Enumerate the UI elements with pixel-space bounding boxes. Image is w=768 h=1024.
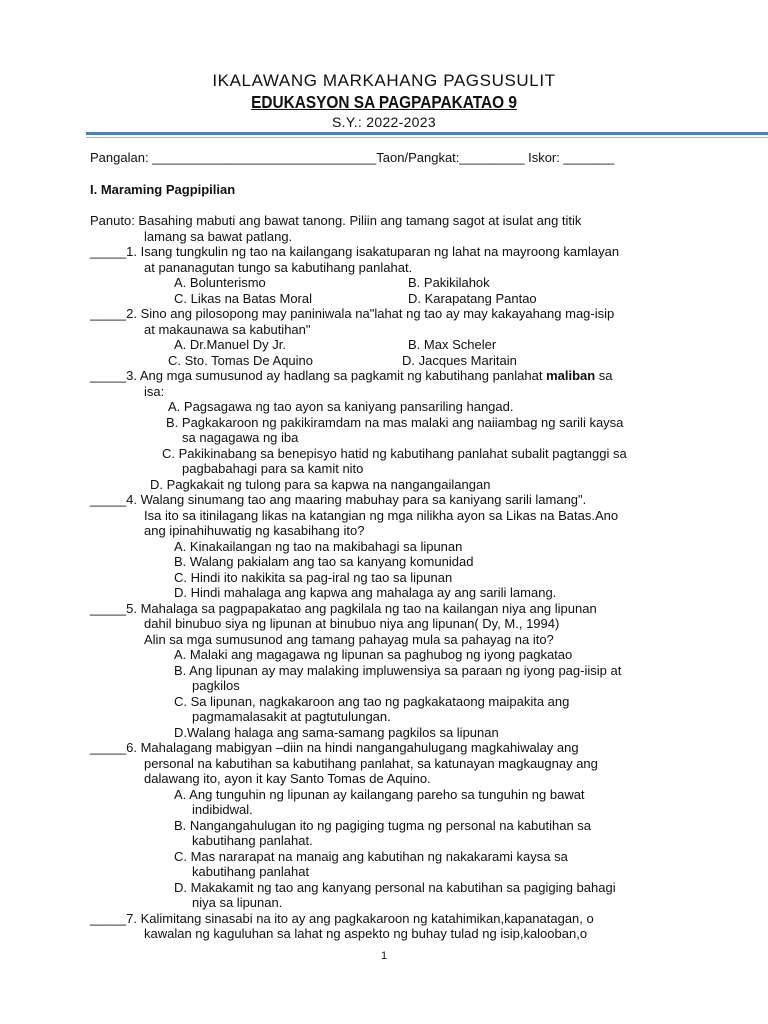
question-text: ang ipinahihuwatig ng kasabihang ito? xyxy=(144,523,365,538)
school-year: S.Y.: 2022-2023 xyxy=(332,114,436,130)
option-b: B. Pakikilahok xyxy=(408,275,490,290)
question-text: _____1. Isang tungkulin ng tao na kailangang isakatuparan ng lahat na mayroong kamlayan xyxy=(90,244,620,259)
option-b-cont: kabutihang panlahat. xyxy=(192,833,313,848)
option-c-cont: pagmamalasakit at pagtutulungan. xyxy=(192,709,391,724)
options-row xyxy=(90,353,690,369)
directions-line-2: lamang sa bawat patlang. xyxy=(144,228,293,244)
question-text: kawalan ng kaguluhan sa lahat ng aspekto ng buhay tulad ng isip,kalooban,o xyxy=(144,926,588,941)
subject-title: EDUKASYON SA PAGPAPAKATAO 9 xyxy=(251,92,517,112)
exam-title: IKALAWANG MARKAHANG PAGSUSULIT xyxy=(212,71,556,90)
directions-line-1: Panuto: Basahing mabuti ang bawat tanong. Piliin ang tamang sagot at isulat ang titik xyxy=(90,213,582,228)
page-number: 1 xyxy=(380,950,388,962)
question-1 xyxy=(90,244,690,306)
question-text: Isa ito sa itinilagang likas na katangian ng mga nilikha ayon sa Likas na Batas.Ano xyxy=(144,507,619,523)
option-a: A. Pagsagawa ng tao ayon sa kaniyang pansariling hangad. xyxy=(168,399,514,414)
option-b: B. Max Scheler xyxy=(408,337,497,352)
option-c: C. Pakikinabang sa benepisyo hatid ng kabutihang panlahat subalit pagtanggi sa xyxy=(162,445,627,461)
question-text: at pananagutan tungo sa kabutihang panlahat. xyxy=(144,259,413,275)
emphasis-text: maliban xyxy=(546,368,596,383)
exam-content xyxy=(90,150,690,942)
option-a: A. Bolunterismo xyxy=(174,275,266,290)
question-text: _____5. Mahalaga sa pagpapakatao ang pagkilala ng tao na kailangan niya ang lipunan xyxy=(90,600,597,616)
question-text: personal na kabutihan sa kabutihang panlahat, sa katunayan magkaugnay ang xyxy=(144,755,598,771)
option-a: A. Malaki ang magagawa ng lipunan sa paghubog ng iyong pagkatao xyxy=(174,647,573,662)
option-c-cont: kabutihang panlahat xyxy=(192,864,310,879)
question-text: dalawang ito, ayon it kay Santo Tomas de Aquino. xyxy=(144,771,431,786)
option-b-cont: sa nagagawa ng iba xyxy=(182,430,299,445)
question-3 xyxy=(90,368,690,492)
header-divider xyxy=(86,132,768,135)
option-b: B. Ang lipunan ay may malaking impluwensiya sa paraan ng iyong pag-iisip at xyxy=(174,662,622,678)
question-text: _____4. Walang sinumang tao ang maaring mabuhay para sa kaniyang sarili lamang". xyxy=(90,492,587,507)
option-a: A. Dr.Manuel Dy Jr. xyxy=(174,337,286,352)
option-c: C. Sto. Tomas De Aquino xyxy=(168,352,314,368)
options-row xyxy=(90,291,690,307)
question-4 xyxy=(90,492,690,601)
options-row xyxy=(90,337,690,353)
question-text: _____3. Ang mga sumusunod ay hadlang sa pagkamit ng kabutihang panlahat maliban sa xyxy=(90,368,613,383)
option-d: D. Makakamit ng tao ang kanyang personal na kabutihan sa pagiging bahagi xyxy=(174,879,616,895)
options-row xyxy=(90,275,690,291)
student-info-line: Pangalan: _______________________________Taon/Pangkat:_________ Iskor: _______ xyxy=(90,150,615,165)
question-text: _____7. Kalimitang sinasabi na ito ay ang pagkakaroon ng katahimikan,kapanatagan, o xyxy=(90,910,594,926)
option-b-cont: pagkilos xyxy=(192,678,240,693)
option-b: B. Nangangahulugan ito ng pagiging tugma ng personal na kabutihan sa xyxy=(174,817,592,833)
exam-header xyxy=(0,70,768,131)
option-d: D.Walang halaga ang sama-samang pagkilos sa lipunan xyxy=(174,724,499,740)
section-title: I. Maraming Pagpipilian xyxy=(90,181,236,197)
header-divider-thin xyxy=(86,137,768,138)
question-text: at makaunawa sa kabutihan" xyxy=(144,321,311,337)
option-b: B. Walang pakialam ang tao sa kanyang komunidad xyxy=(174,554,474,569)
question-7 xyxy=(90,911,690,942)
option-c: C. Likas na Batas Moral xyxy=(174,290,313,306)
option-c-cont: pagbabahagi para sa kamit nito xyxy=(182,461,364,476)
option-c: C. Mas nararapat na manaig ang kabutihan ng nakakarami kaysa sa xyxy=(174,848,568,864)
question-5 xyxy=(90,601,690,741)
question-text: _____6. Mahalagang mabigyan –diin na hindi nangangahulugang magkahiwalay ang xyxy=(90,740,579,755)
option-d: D. Hindi mahalaga ang kapwa ang mahalaga ay ang sarili lamang. xyxy=(174,585,557,600)
option-d-cont: niya sa lipunan. xyxy=(192,895,283,910)
option-a: A. Ang tunguhin ng lipunan ay kailangang pareho sa tunguhin ng bawat xyxy=(174,786,585,802)
option-d: D. Pagkakait ng tulong para sa kapwa na nangangailangan xyxy=(150,476,491,492)
question-text: Alin sa mga sumusunod ang tamang pahayag mula sa pahayag na ito? xyxy=(144,631,554,647)
option-a-cont: indibidwal. xyxy=(192,802,253,817)
option-b: B. Pagkakaroon ng pakikiramdam na mas malaki ang naiiambag ng sarili kaysa xyxy=(166,414,624,430)
question-2 xyxy=(90,306,690,368)
question-6 xyxy=(90,740,690,911)
option-d: D. Karapatang Pantao xyxy=(408,290,537,306)
option-a: A. Kinakailangan ng tao na makibahagi sa lipunan xyxy=(174,538,463,554)
question-text: isa: xyxy=(144,383,165,399)
option-d: D. Jacques Maritain xyxy=(402,352,517,368)
question-text: _____2. Sino ang pilosopong may paniniwala na"lahat ng tao ay may kakayahang mag-isip xyxy=(90,306,615,321)
option-c: C. Sa lipunan, nagkakaroon ang tao ng pagkakataong maipakita ang xyxy=(174,693,570,709)
option-c: C. Hindi ito nakikita sa pag-iral ng tao sa lipunan xyxy=(174,569,453,585)
question-text: dahil binubuo siya ng lipunan at binubuo niya ang lipunan( Dy, M., 1994) xyxy=(144,616,560,631)
